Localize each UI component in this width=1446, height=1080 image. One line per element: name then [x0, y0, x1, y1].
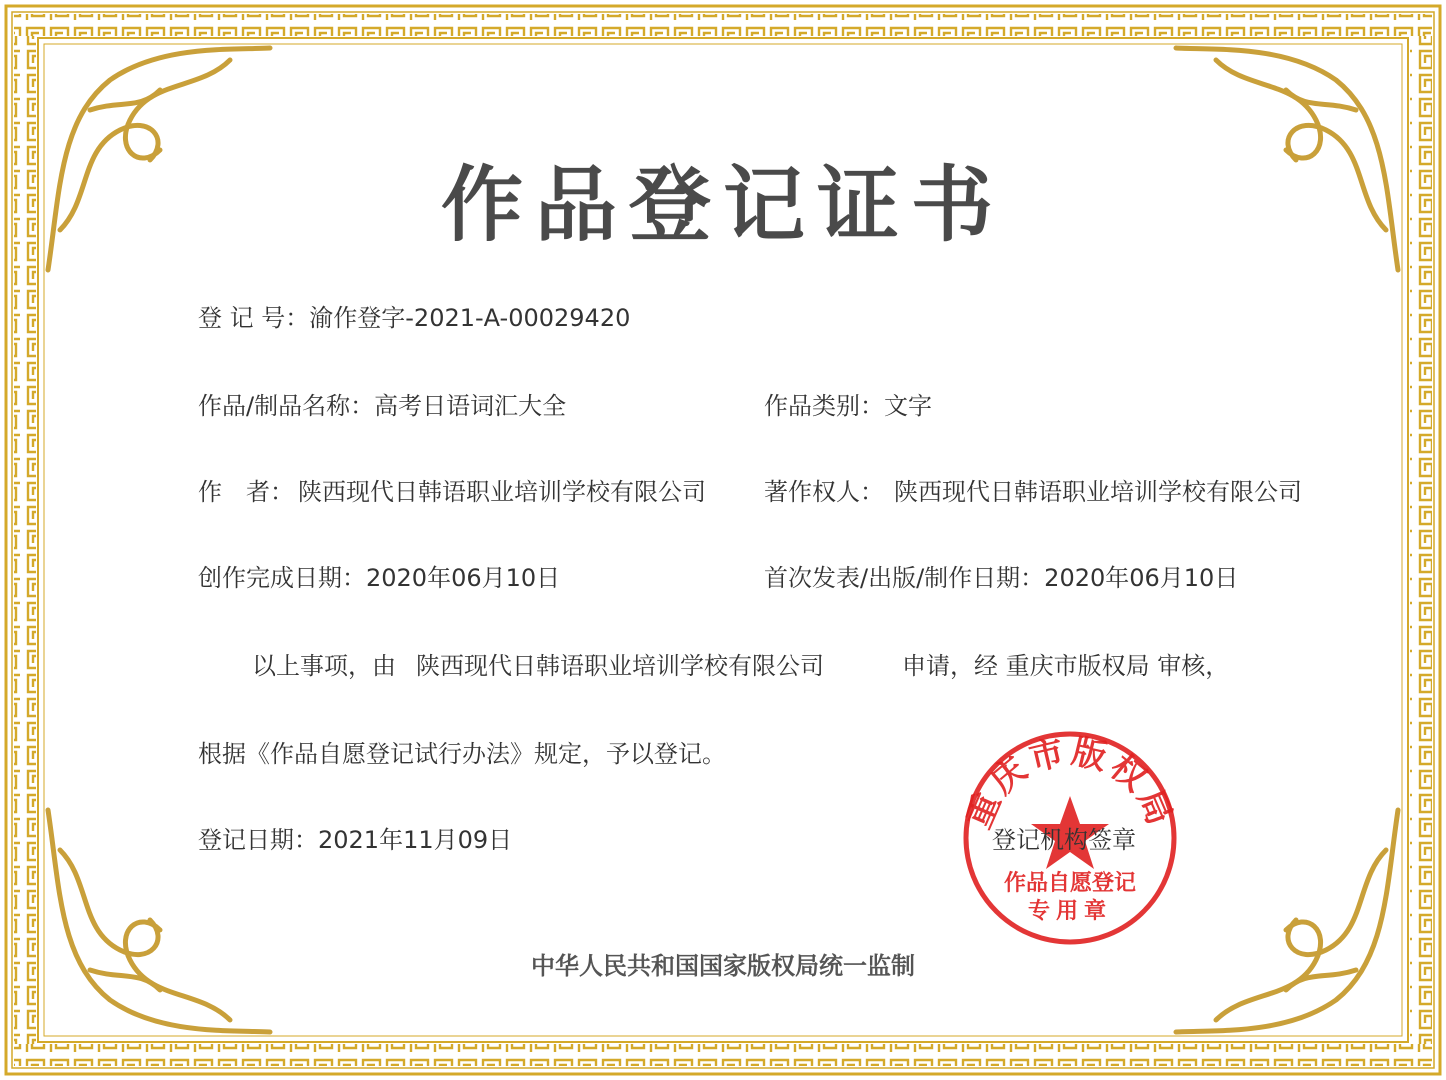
category-value: 文字: [884, 392, 932, 420]
statement-reviewer: 重庆市版权局: [1005, 652, 1150, 680]
statement-middle-row: [902, 652, 1229, 680]
author-label: 作 者：: [198, 478, 294, 506]
seal-top-text: 重庆市版权局: [958, 731, 1182, 835]
publish-date-label: 首次发表/出版/制作日期：: [764, 564, 1045, 592]
creation-date-row: [198, 564, 560, 592]
work-name-value: 高考日语词汇大全: [374, 392, 567, 420]
statement-line2: 根据《作品自愿登记试行办法》规定，予以登记。: [198, 740, 726, 768]
publish-date-value: 2020年06月10日: [1044, 564, 1239, 592]
corner-ornament-bottom-right: [1176, 810, 1398, 1032]
work-name-row: [198, 392, 566, 420]
reg-date-label: 登记日期：: [198, 826, 318, 854]
category-row: [764, 392, 932, 420]
seal-line1: 作品自愿登记: [1003, 871, 1137, 896]
statement-applicant: 陕西现代日韩语职业培训学校有限公司: [416, 652, 824, 680]
work-name-label: 作品/制品名称：: [198, 392, 375, 420]
statement-prefix: 以上事项，由: [252, 652, 396, 680]
creation-date-value: 2020年06月10日: [366, 564, 561, 592]
author-value: 陕西现代日韩语职业培训学校有限公司: [298, 478, 706, 506]
reg-date-row: [198, 826, 512, 854]
creation-date-label: 创作完成日期：: [198, 564, 366, 592]
copyright-owner-label: 著作权人：: [764, 478, 884, 506]
publish-date-row: [764, 564, 1238, 592]
reg-no-value: 渝作登字-2021-A-00029420: [309, 304, 631, 332]
certificate-title: 作品登记证书: [440, 157, 1005, 253]
reg-no-label: 登 记 号：: [198, 304, 310, 332]
reg-date-value: 2021年11月09日: [318, 826, 513, 854]
statement-middle: 申请，经: [902, 652, 998, 680]
reg-no-row: [198, 304, 630, 332]
seal-caption: 登记机构签章: [992, 826, 1136, 854]
copyright-owner-value: 陕西现代日韩语职业培训学校有限公司: [894, 478, 1302, 506]
category-label: 作品类别：: [764, 392, 884, 420]
footer-supervision: 中华人民共和国国家版权局统一监制: [531, 951, 915, 980]
seal-line2: 专用章: [1027, 899, 1113, 924]
statement-suffix: 审核，: [1157, 652, 1230, 680]
